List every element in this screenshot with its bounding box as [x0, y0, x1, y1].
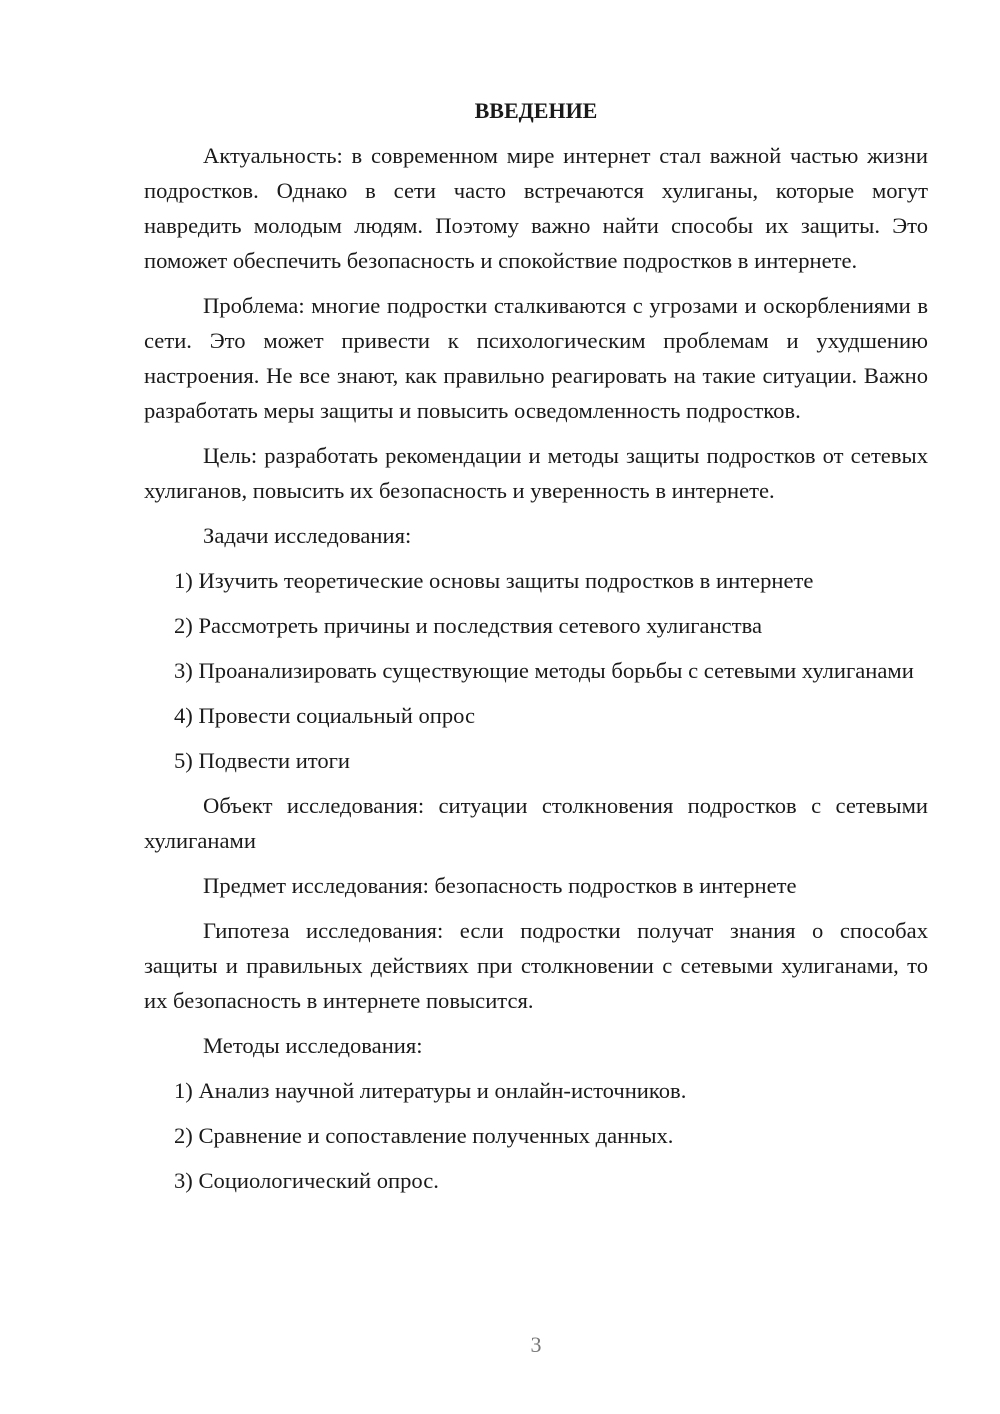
document-body — [144, 93, 928, 1198]
task-item-3: 3) Проанализировать существующие методы борьбы с сетевыми хулиганами — [174, 658, 914, 683]
method-item-3: 3) Социологический опрос. — [174, 1168, 439, 1193]
goal-paragraph: Цель: разработать рекомендации и методы защиты подростков от сетевых хулиганов, повысить их безопасность и уверенность в интернете. — [144, 443, 928, 503]
task-item-2: 2) Рассмотреть причины и последствия сетевого хулиганства — [174, 613, 762, 638]
relevance-paragraph: Актуальность: в современном мире интернет стал важной частью жизни подростков. Однако в сети часто встречаются хулиганы, которые могут навредить молодым людям. Поэтому важно найти способы их защиты. Это поможет обеспечить безопасность и спокойствие подростков в интернете. — [144, 143, 928, 273]
subject-paragraph: Предмет исследования: безопасность подростков в интернете — [203, 873, 797, 898]
problem-paragraph: Проблема: многие подростки сталкиваются с угрозами и оскорблениями в сети. Это может привести к психологическим проблемам и ухудшению настроения. Не все знают, как правильно реагировать на такие ситуации. Важно разработать меры защиты и повысить осведомленность подростков. — [144, 293, 928, 423]
hypothesis-paragraph: Гипотеза исследования: если подростки получат знания о способах защиты и правильных действиях при столкновении с сетевыми хулиганами, то их безопасность в интернете повысится. — [144, 918, 928, 1013]
task-item-1: 1) Изучить теоретические основы защиты подростков в интернете — [174, 568, 814, 593]
section-title: ВВЕДЕНИЕ — [474, 98, 598, 123]
task-item-5: 5) Подвести итоги — [174, 748, 351, 773]
method-item-1: 1) Анализ научной литературы и онлайн-источников. — [174, 1078, 687, 1103]
object-paragraph: Объект исследования: ситуации столкновения подростков с сетевыми хулиганами — [144, 793, 928, 853]
method-item-2: 2) Сравнение и сопоставление полученных данных. — [174, 1123, 674, 1148]
page-number: 3 — [530, 1332, 542, 1357]
tasks-heading: Задачи исследования: — [203, 523, 412, 548]
methods-heading: Методы исследования: — [203, 1033, 423, 1058]
task-item-4: 4) Провести социальный опрос — [174, 703, 476, 728]
